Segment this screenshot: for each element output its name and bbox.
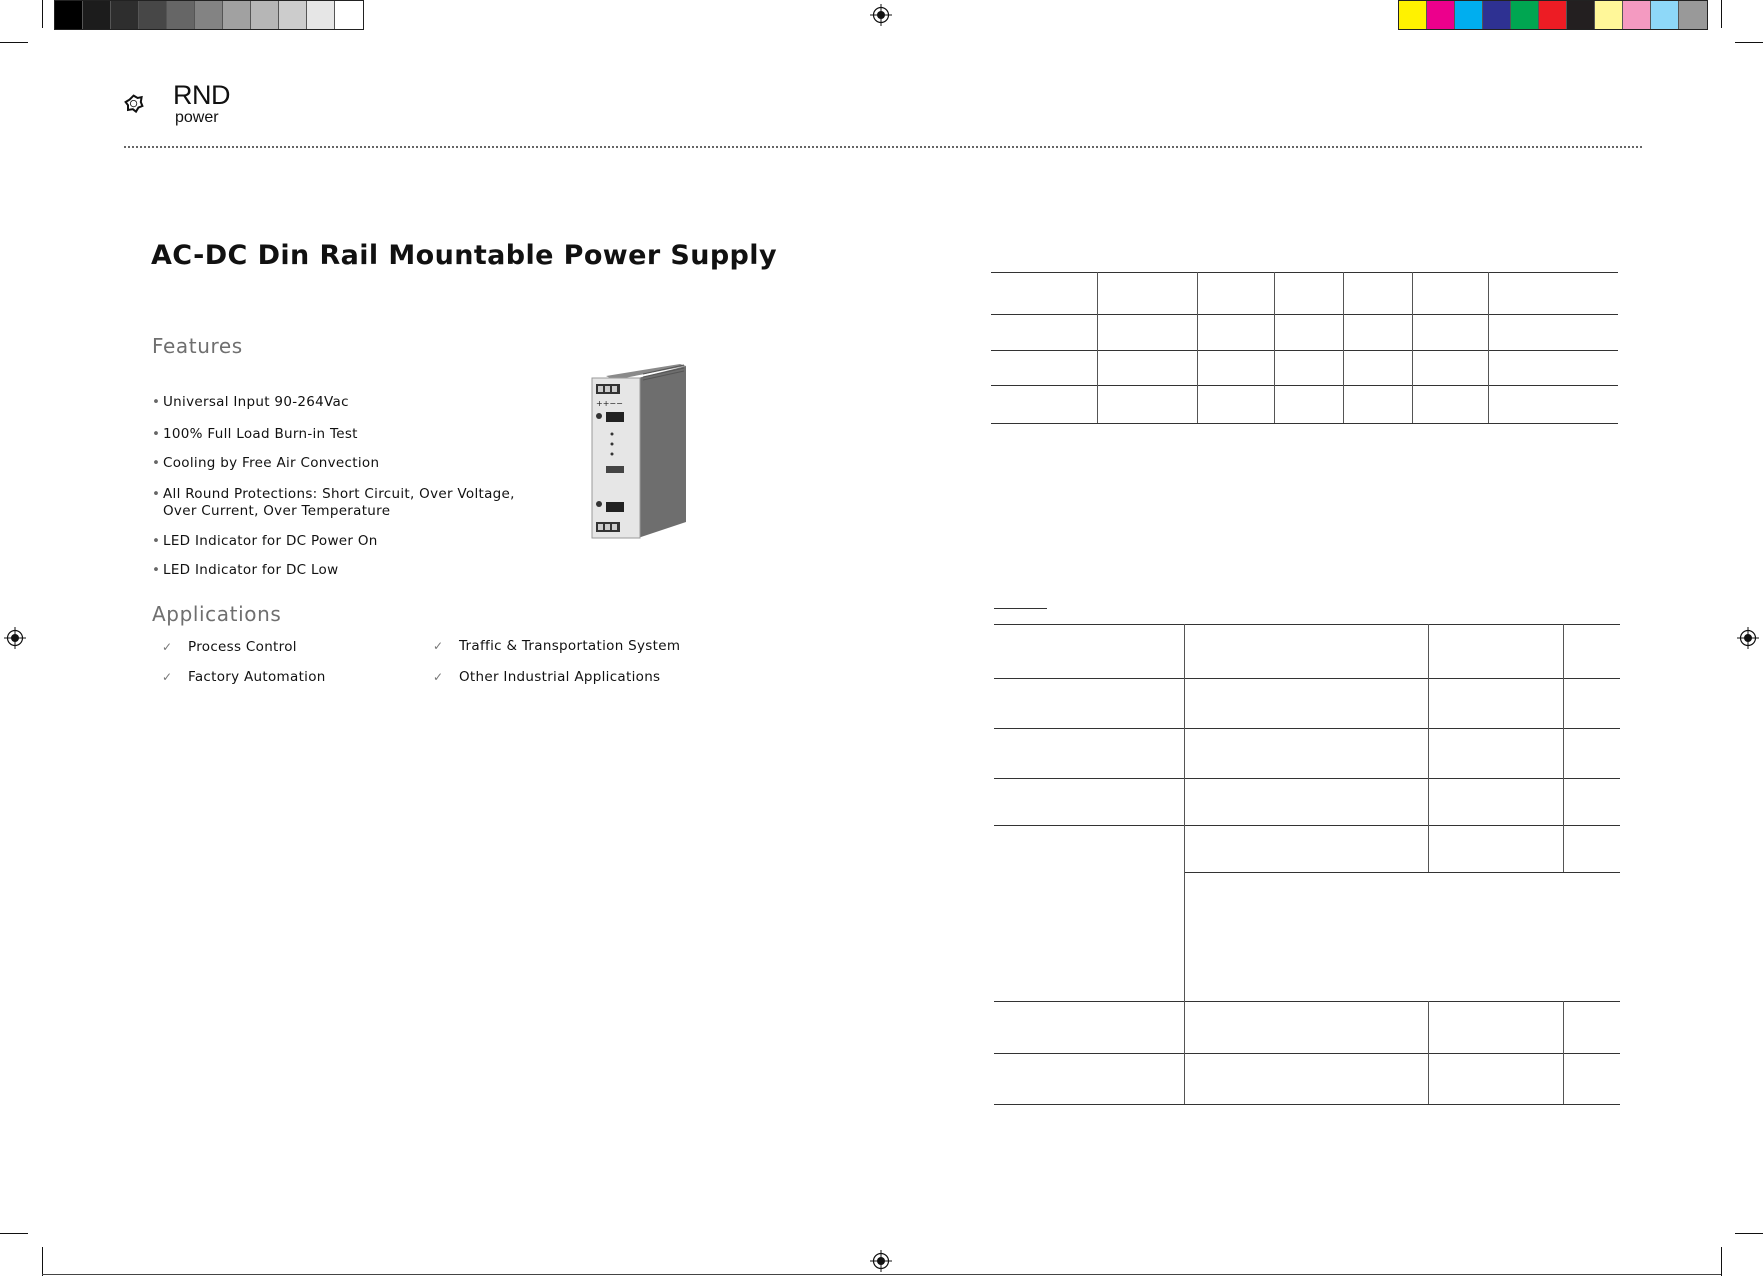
registration-mark-icon: [4, 627, 26, 649]
gray-swatch: [335, 1, 363, 29]
power-supply-product-image: [588, 362, 690, 540]
application-item: ✓ Process Control: [162, 639, 297, 655]
table-column-divider: [1563, 624, 1564, 872]
bullet-icon: •: [152, 426, 161, 442]
table-column-divider: [1184, 624, 1185, 1104]
svg-text:++−−: ++−−: [596, 399, 623, 408]
feature-item: • 100% Full Load Burn-in Test: [152, 426, 358, 442]
checkmark-icon: ✓: [162, 640, 173, 654]
color-swatch: [1399, 1, 1427, 29]
table-rule: [991, 350, 1618, 351]
gray-swatch: [83, 1, 111, 29]
table-column-divider: [1428, 624, 1429, 872]
crop-mark: [0, 1233, 28, 1234]
table-column-divider: [1488, 272, 1489, 423]
table-rule: [991, 385, 1618, 386]
feature-item: • LED Indicator for DC Low: [152, 562, 339, 578]
table-column-divider: [1563, 1001, 1564, 1104]
section-underline: [994, 608, 1047, 609]
header-dotted-divider: [124, 146, 1642, 148]
color-swatch: [1623, 1, 1651, 29]
table-rule: [991, 314, 1618, 315]
application-item: ✓ Other Industrial Applications: [433, 669, 661, 685]
crop-mark: [42, 1247, 43, 1276]
feature-item: • LED Indicator for DC Power On: [152, 533, 378, 549]
crop-mark: [1735, 1233, 1763, 1234]
table-column-divider: [1274, 272, 1275, 423]
registration-mark-icon: [1737, 627, 1759, 649]
feature-item: • Cooling by Free Air Convection: [152, 455, 380, 471]
table-rule: [994, 778, 1620, 779]
table-rule: [994, 825, 1620, 826]
applications-heading: Applications: [152, 602, 282, 626]
page-title: AC-DC Din Rail Mountable Power Supply: [151, 240, 777, 271]
rnd-logo-icon: [124, 80, 172, 128]
table-column-divider: [1412, 272, 1413, 423]
color-swatch: [1483, 1, 1511, 29]
table-column-divider: [1428, 1001, 1429, 1104]
crop-mark: [1735, 42, 1763, 43]
color-swatch: [1595, 1, 1623, 29]
bullet-icon: •: [152, 455, 161, 471]
checkmark-icon: ✓: [162, 670, 173, 684]
crop-mark: [0, 42, 28, 43]
bullet-icon: •: [152, 394, 161, 410]
bullet-icon: •: [152, 486, 161, 502]
grayscale-color-bar: [54, 0, 364, 30]
table-column-divider: [1197, 272, 1198, 423]
color-swatch: [1539, 1, 1567, 29]
features-heading: Features: [152, 334, 243, 358]
gray-swatch: [139, 1, 167, 29]
crop-mark: [42, 0, 43, 28]
feature-item: • Universal Input 90-264Vac: [152, 394, 349, 410]
crop-mark: [1721, 0, 1722, 28]
bullet-icon: •: [152, 533, 161, 549]
gray-swatch: [167, 1, 195, 29]
color-swatch: [1651, 1, 1679, 29]
logo-subtext: power: [175, 109, 219, 126]
gray-swatch: [195, 1, 223, 29]
checkmark-icon: ✓: [433, 670, 444, 684]
gray-swatch: [223, 1, 251, 29]
table-rule: [994, 1053, 1620, 1054]
table-rule: [994, 728, 1620, 729]
color-swatch: [1455, 1, 1483, 29]
gray-swatch: [55, 1, 83, 29]
application-item: ✓ Traffic & Transportation System: [433, 638, 681, 654]
table-rule: [994, 1001, 1620, 1002]
registration-mark-icon: [870, 1250, 892, 1272]
color-swatch: [1511, 1, 1539, 29]
process-color-bar: [1398, 0, 1708, 30]
feature-item: • All Round Protections: Short Circuit, Over Voltage, Over Current, Over Temperature: [152, 486, 515, 519]
table-rule: [991, 272, 1618, 273]
color-swatch: [1567, 1, 1595, 29]
table-rule: [994, 1104, 1620, 1105]
gray-swatch: [111, 1, 139, 29]
application-item: ✓ Factory Automation: [162, 669, 326, 685]
table-rule: [991, 423, 1618, 424]
color-swatch: [1679, 1, 1707, 29]
table-column-divider: [1097, 272, 1098, 423]
table-column-divider: [1343, 272, 1344, 423]
trim-line: [42, 1274, 1721, 1275]
gray-swatch: [307, 1, 335, 29]
table-rule: [994, 624, 1620, 625]
bullet-icon: •: [152, 562, 161, 578]
logo-wordmark: RND: [173, 80, 230, 110]
checkmark-icon: ✓: [433, 639, 444, 653]
gray-swatch: [251, 1, 279, 29]
table-rule: [1184, 872, 1620, 873]
table-rule: [994, 678, 1620, 679]
registration-mark-icon: [870, 4, 892, 26]
crop-mark: [1721, 1247, 1722, 1276]
gray-swatch: [279, 1, 307, 29]
color-swatch: [1427, 1, 1455, 29]
